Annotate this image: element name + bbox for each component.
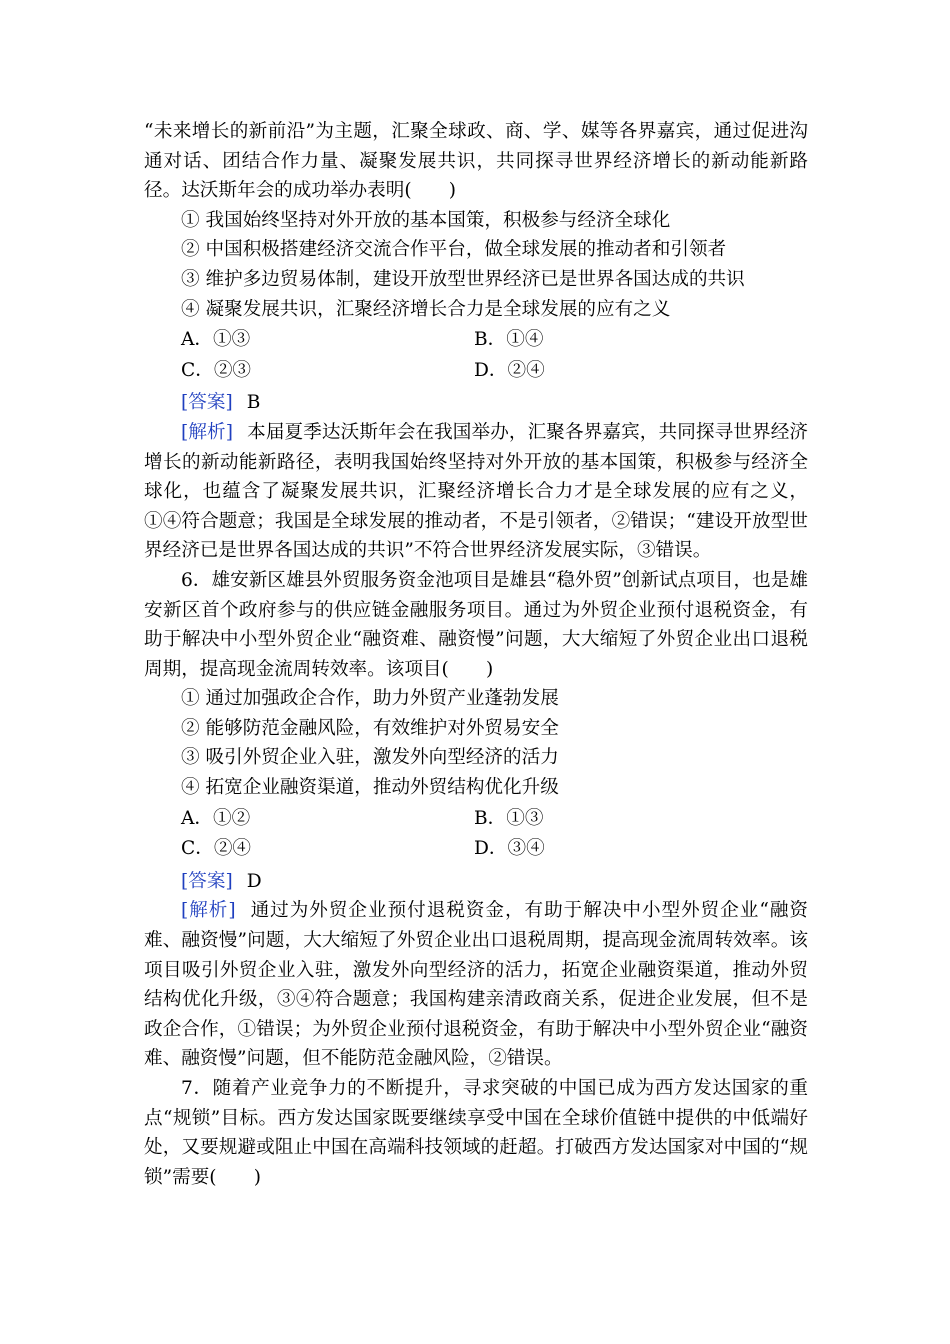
q5-option-2: ② 中国积极搭建经济交流合作平台，做全球发展的推动者和引领者 [181,239,727,261]
q6-choice-b: B．①③ [474,807,544,829]
q5-option-3: ③ 维护多边贸易体制，建设开放型世界经济已是世界各国达成的共识 [181,268,745,290]
q5-choice-c: C．②③ [181,359,252,381]
q5-choices-row-2 [144,356,808,386]
analysis-text: 通过为外贸企业预付退税资金，有助于解决中小型外贸企业“融资难、融资慢”问题，大大缩短了外贸企业出口退税周期，提高现金流周转效率。该项目吸引外贸企业入驻，激发外向型经济的活力，拓宽企业融资渠道，推动外贸结构优化升级，③④符合题意；我国构建亲清政商关系，促进企业发展，但不是政企合作，①错误；为外贸企业预付退税资金，有助于解决中小型外贸企业“融资难、融资慢”问题，但不能防范金融风险，②错误。 [144,900,808,1070]
analysis-text: 本届夏季达沃斯年会在我国举办，汇聚各界嘉宾，共同探寻世界经济增长的新动能新路径，表明我国始终坚持对外开放的基本国策，积极参与经济全球化，也蕴含了凝聚发展共识，汇聚经济增长合力才是全球发展的应有之义，①④符合题意；我国是全球发展的推动者，不是引领者，②错误；“建设开放型世界经济已是世界各国达成的共识”不符合世界经济发展实际，③错误。 [144,421,808,562]
q6-choice-d: D．③④ [474,838,545,860]
q6-option-2: ② 能够防范金融风险，有效维护对外贸易安全 [181,717,559,739]
q5-stem: “未来增长的新前沿”为主题，汇聚全球政、商、学、媒等各界嘉宾，通过促进沟通对话、团结合作力量、凝聚发展共识，共同探寻世界经济增长的新动能新路径。达沃斯年会的成功举办表明( ) [144,121,808,202]
q5-option-1: ① 我国始终坚持对外开放的基本国策，积极参与经济全球化 [181,209,671,231]
q5-choices-row-1 [144,325,808,355]
q6-choices-row-2 [144,834,808,864]
q6-answer [144,867,808,897]
answer-value: B [246,392,261,414]
q5-option-4: ④ 凝聚发展共识，汇聚经济增长合力是全球发展的应有之义 [181,298,671,320]
q5-analysis [144,418,808,566]
q5-choice-b: B．①④ [474,329,544,351]
q5-choice-d: D．②④ [474,359,545,381]
q7-stem: 7．随着产业竞争力的不断提升，寻求突破的中国已成为西方发达国家的重点“规锁”目标。西方发达国家既要继续享受中国在全球价值链中提供的中低端好处，又要规避或阻止中国在高端科技领域的赶超。打破西方发达国家对中国的“规锁”需要( ) [144,1078,808,1188]
document-page [144,117,808,1192]
q5-answer [144,388,808,418]
q6-choice-a: A．①② [181,807,251,829]
q6-stem: 6．雄安新区雄县外贸服务资金池项目是雄县“稳外贸”创新试点项目，也是雄安新区首个政府参与的供应链金融服务项目。通过为外贸企业预付退税资金，有助于解决中小型外贸企业“融资难、融资慢”问题，大大缩短了外贸企业出口退税周期，提高现金流周转效率。该项目( ) [144,569,808,680]
answer-value: D [246,870,262,892]
q6-analysis [144,896,808,1074]
analysis-tag: [解析] [181,900,236,922]
q5-choice-a: A．①③ [181,329,251,351]
q6-option-3: ③ 吸引外贸企业入驻，激发外向型经济的活力 [181,747,559,769]
q6-option-4: ④ 拓宽企业融资渠道，推动外贸结构优化升级 [181,777,559,799]
analysis-tag: [解析] [181,421,234,443]
q6-choice-c: C．②④ [181,838,252,860]
q6-option-1: ① 通过加强政企合作，助力外贸产业蓬勃发展 [181,688,559,710]
answer-tag: [答案] [181,870,233,892]
q6-choices-row-1 [144,804,808,834]
answer-tag: [答案] [181,392,233,414]
